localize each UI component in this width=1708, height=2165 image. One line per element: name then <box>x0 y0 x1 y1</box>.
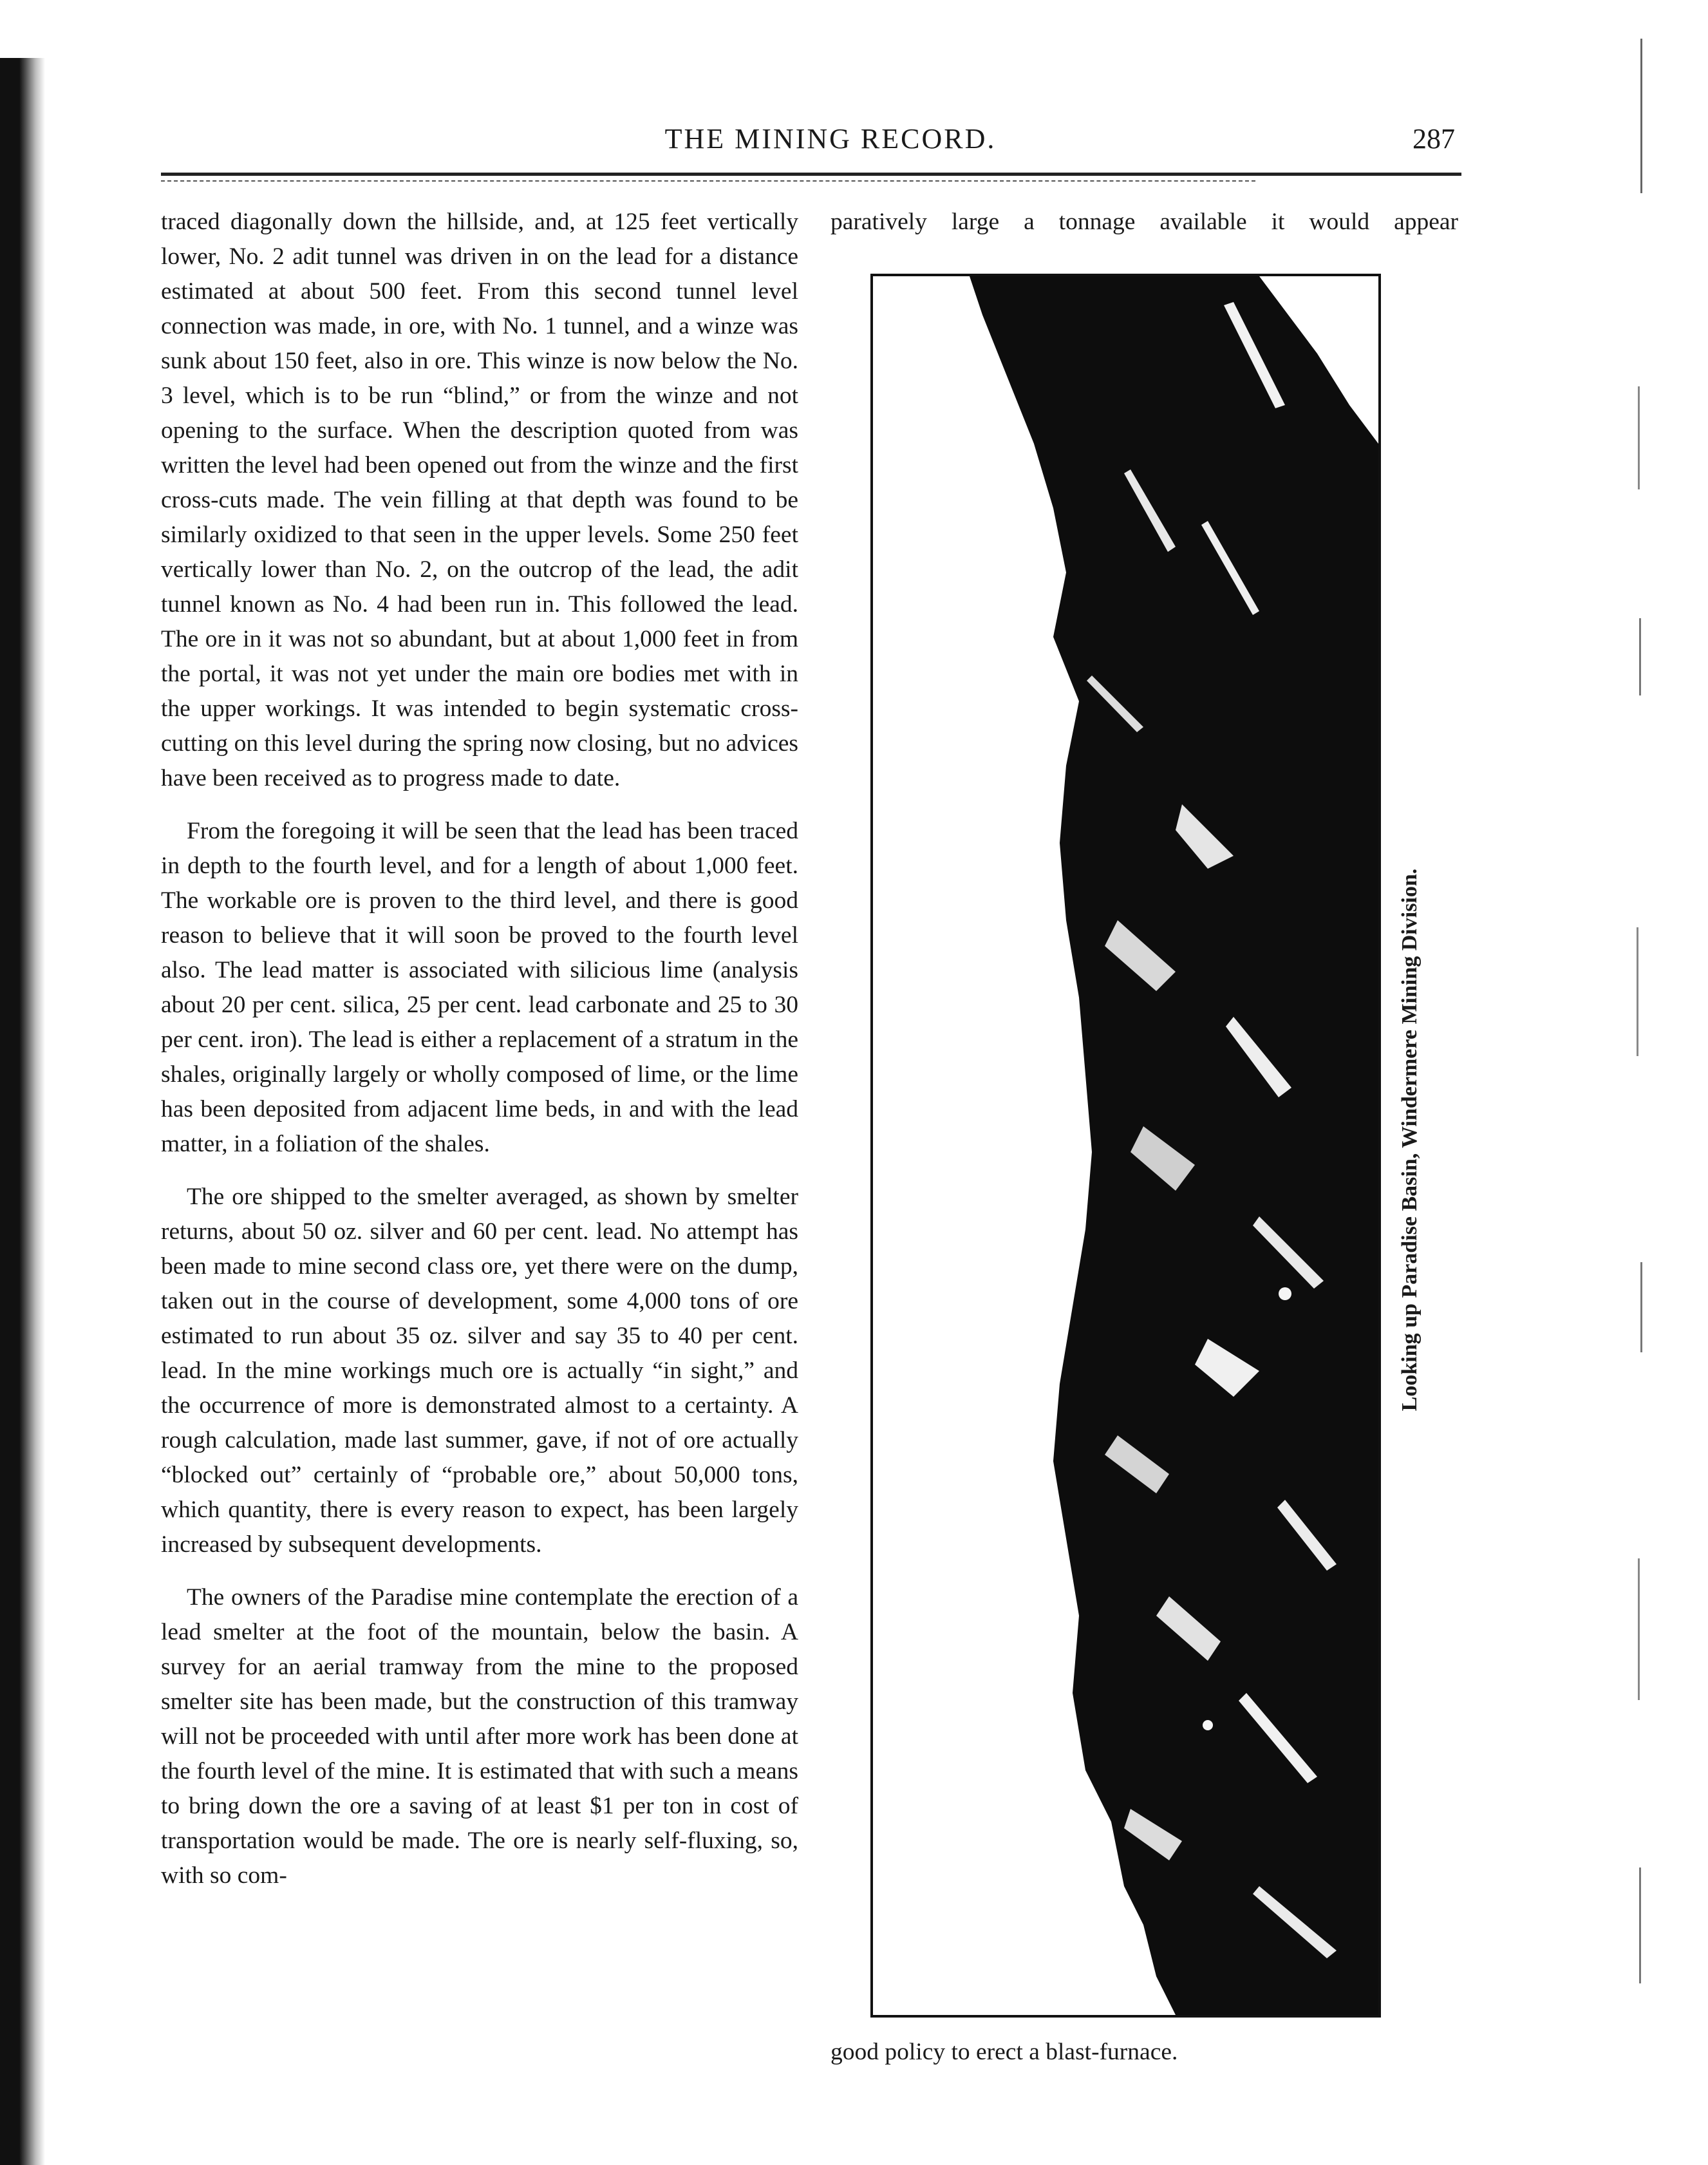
left-text-column <box>161 205 798 1911</box>
header-rule-secondary <box>161 180 1255 182</box>
paragraph: The owners of the Paradise mine contemplate the erection of a lead smelter at the foot of the mountain, below the basin. A survey for an aerial tramway from the mine to the proposed smelter site has been made, but the construction of this tramway will not be proceeded with until after more work has been done at the fourth level of the mine. It is estimated that with such a means to bring down the ore a saving of at least $1 per ton in cost of transportation would be made. The ore is nearly self-fluxing, so, with so com- <box>161 1584 798 1889</box>
paragraph: From the foregoing it will be seen that the lead has been traced in depth to the fourth level, and for a length of about 1,000 feet. The workable ore is proven to the third level, and there is good reason to believe that it will soon be proved to the fourth level also. The lead matter is associated with silicious lime (analysis about 20 per cent. silica, 25 per cent. lead carbonate and 25 to 30 per cent. iron). The lead is either a replacement of a stratum in the shales, originally largely or wholly composed of lime, or the lime has been deposited from adjacent lime beds, in and with the lead matter, in a foliation of the shales. <box>161 818 798 1157</box>
mountain-basin-photograph <box>870 274 1381 2018</box>
photo-image <box>873 276 1378 2015</box>
paragraph: traced diagonally down the hillside, and, at 125 feet vertically lower, No. 2 adit tunnel was driven in on the lead for a distance estimated at about 500 feet. From this second tunnel level connection was made, in ore, with No. 1 tunnel, and a winze was sunk about 150 feet, also in ore. This winze is now below the No. 3 level, which is to be run “blind,” or from the winze and not opening to the surface. When the description quoted from was written the level had been opened out from the winze and the first cross-cuts made. The vein filling at that depth was found to be similarly oxidized to that seen in the upper levels. Some 250 feet vertically lower than No. 2, on the outcrop of the lead, the adit tunnel known as No. 4 had been run in. This followed the lead. The ore in it was not so abundant, but at about 1,000 feet in from the portal, it was not yet under the main ore bodies met with in the upper workings. It was intended to begin systematic cross-cutting on this level during the spring now closing, but no advices have been received as to progress made to date. <box>161 209 798 791</box>
figure-caption: Looking up Paradise Basin, Windermere Mining Division. <box>1398 868 1422 1412</box>
page-edge-marks <box>1629 0 1655 2165</box>
right-column-top-line: paratively large a tonnage available it would appear <box>831 209 1458 235</box>
running-header-title: THE MINING RECORD. <box>664 123 997 155</box>
header-rule <box>161 173 1461 176</box>
right-column-bottom-line: good policy to erect a blast-furnace. <box>831 2039 1178 2065</box>
book-binding-edge <box>0 58 45 2165</box>
paragraph: The ore shipped to the smelter averaged, as shown by smelter returns, about 50 oz. silver and 60 per cent. lead. No attempt has been made to mine second class ore, yet there were on the dump, taken out in the course of development, some 4,000 tons of ore estimated to run about 35 oz. silver and say 35 to 40 per cent. lead. In the mine workings much ore is actually “in sight,” and the occurrence of more is demonstrated almost to a certainty. A rough calculation, made last summer, gave, if not of ore actually “blocked out” certainly of “probable ore,” about 50,000 tons, which quantity, there is every reason to expect, has been largely increased by subsequent developments. <box>161 1184 798 1558</box>
page-number: 287 <box>1412 123 1455 155</box>
